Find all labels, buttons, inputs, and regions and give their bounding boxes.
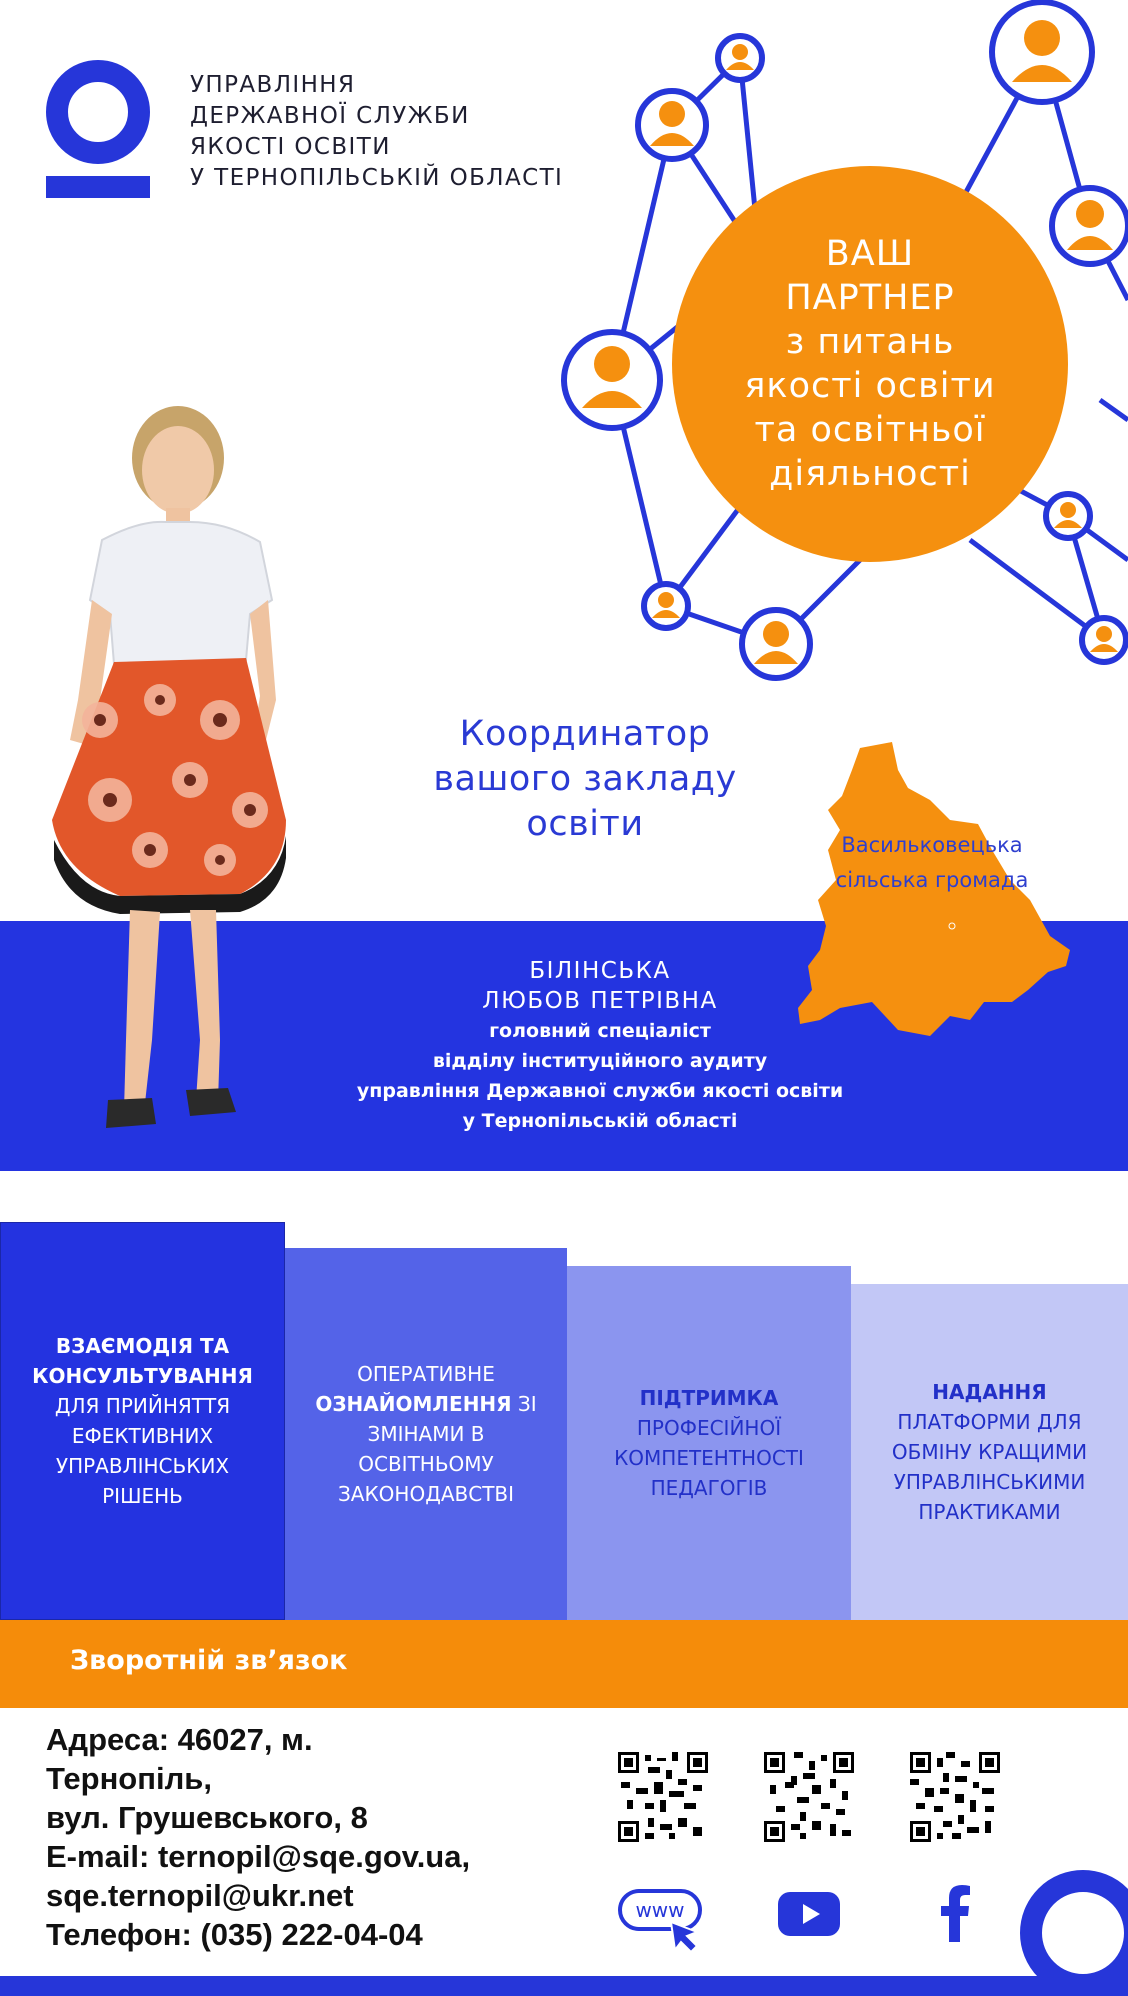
org-line: У ТЕРНОПІЛЬСЬКІЙ ОБЛАСТІ: [190, 165, 564, 191]
logo-bar: [46, 176, 150, 198]
service-rest: ДЛЯ ПРИЙНЯТТЯ ЕФЕКТИВНИХ УПРАВЛІНСЬКИХ РІШЕНЬ: [54, 1394, 231, 1508]
logo-ring: [46, 60, 150, 164]
region-line: сільська громада: [835, 868, 1029, 892]
coordinator-photo: [40, 400, 300, 1160]
contact-email[interactable]: sqe.ternopil@ukr.net: [46, 1878, 354, 1913]
hero-line: та освітньої: [754, 410, 986, 450]
org-line: УПРАВЛІННЯ: [190, 72, 356, 98]
service-column-4: [851, 1284, 1128, 1620]
contact-address: Адреса: 46027, м.: [46, 1722, 313, 1757]
youtube-icon[interactable]: [778, 1892, 840, 1936]
org-line: ДЕРЖАВНОЇ СЛУЖБИ: [190, 103, 470, 129]
service-text-1: [15, 1331, 270, 1511]
region-label: [812, 828, 1052, 898]
service-pre: ОПЕРАТИВНЕ: [357, 1362, 495, 1386]
service-text-2: [299, 1359, 553, 1509]
contact-email[interactable]: E-mail: ternopil@sqe.gov.ua,: [46, 1839, 471, 1874]
region-line: Васильковецька: [841, 833, 1023, 857]
hero-line: ПАРТНЕР: [785, 278, 955, 318]
org-line: ЯКОСТІ ОСВІТИ: [190, 134, 391, 160]
service-text-3: [581, 1383, 837, 1503]
hero-line: з питань: [785, 322, 955, 362]
qr-code-facebook[interactable]: [910, 1752, 1000, 1842]
person-position-line: головний спеціаліст: [489, 1020, 711, 1042]
service-rest: ЗІ ЗМІНАМИ В ОСВІТНЬОМУ ЗАКОНОДАВСТВІ: [337, 1392, 537, 1506]
service-rest: ПРОФЕСІЙНОЇ КОМПЕТЕНТНОСТІ ПЕДАГОГІВ: [614, 1416, 804, 1500]
service-bold: ПІДТРИМКА: [639, 1386, 779, 1410]
service-rest: ПЛАТФОРМИ ДЛЯ ОБМІНУ КРАЩИМИ УПРАВЛІНСЬКИМИ ПРАКТИКАМИ: [891, 1410, 1088, 1524]
service-column-1: [0, 1222, 285, 1620]
service-text-4: [865, 1377, 1114, 1527]
person-name-line: БІЛІНСЬКА: [529, 958, 671, 984]
hero-partner-circle: [672, 166, 1068, 562]
bottom-strip: [0, 1976, 1128, 1996]
hero-line: якості освіти: [744, 366, 996, 406]
feedback-label: Зворотній зв’язок: [70, 1645, 348, 1676]
coordinator-line: вашого закладу: [433, 759, 737, 799]
www-icon-text: www: [635, 1898, 685, 1922]
person-position-line: управління Державної служби якості освіти: [356, 1080, 844, 1102]
www-icon[interactable]: [617, 1888, 709, 1954]
contact-address: Тернопіль,: [46, 1761, 212, 1796]
contact-address: вул. Грушевського, 8: [46, 1800, 368, 1835]
service-bold: ВЗАЄМОДІЯ ТА КОНСУЛЬТУВАННЯ: [32, 1334, 253, 1388]
service-bold: ОЗНАЙОМЛЕННЯ: [315, 1392, 512, 1416]
service-column-2: [285, 1248, 567, 1620]
service-bold: НАДАННЯ: [932, 1380, 1047, 1404]
person-position-line: відділу інституційного аудиту: [432, 1050, 768, 1072]
qr-code-website[interactable]: [618, 1752, 708, 1842]
service-column-3: [567, 1266, 851, 1620]
person-name-line: ЛЮБОВ ПЕТРІВНА: [482, 988, 718, 1014]
hero-line: ВАШ: [825, 234, 915, 274]
contact-phone[interactable]: Телефон: (035) 222-04-04: [46, 1917, 423, 1952]
coordinator-line: Координатор: [459, 714, 711, 754]
facebook-icon[interactable]: [940, 1884, 970, 1942]
hero-line: діяльності: [769, 454, 971, 494]
person-info: [330, 956, 870, 1136]
coordinator-line: освіти: [526, 804, 644, 844]
qr-code-youtube[interactable]: [764, 1752, 854, 1842]
coordinator-heading: [390, 712, 780, 847]
contacts-block: [46, 1720, 566, 1954]
person-position-line: у Тернопільській області: [462, 1110, 738, 1132]
